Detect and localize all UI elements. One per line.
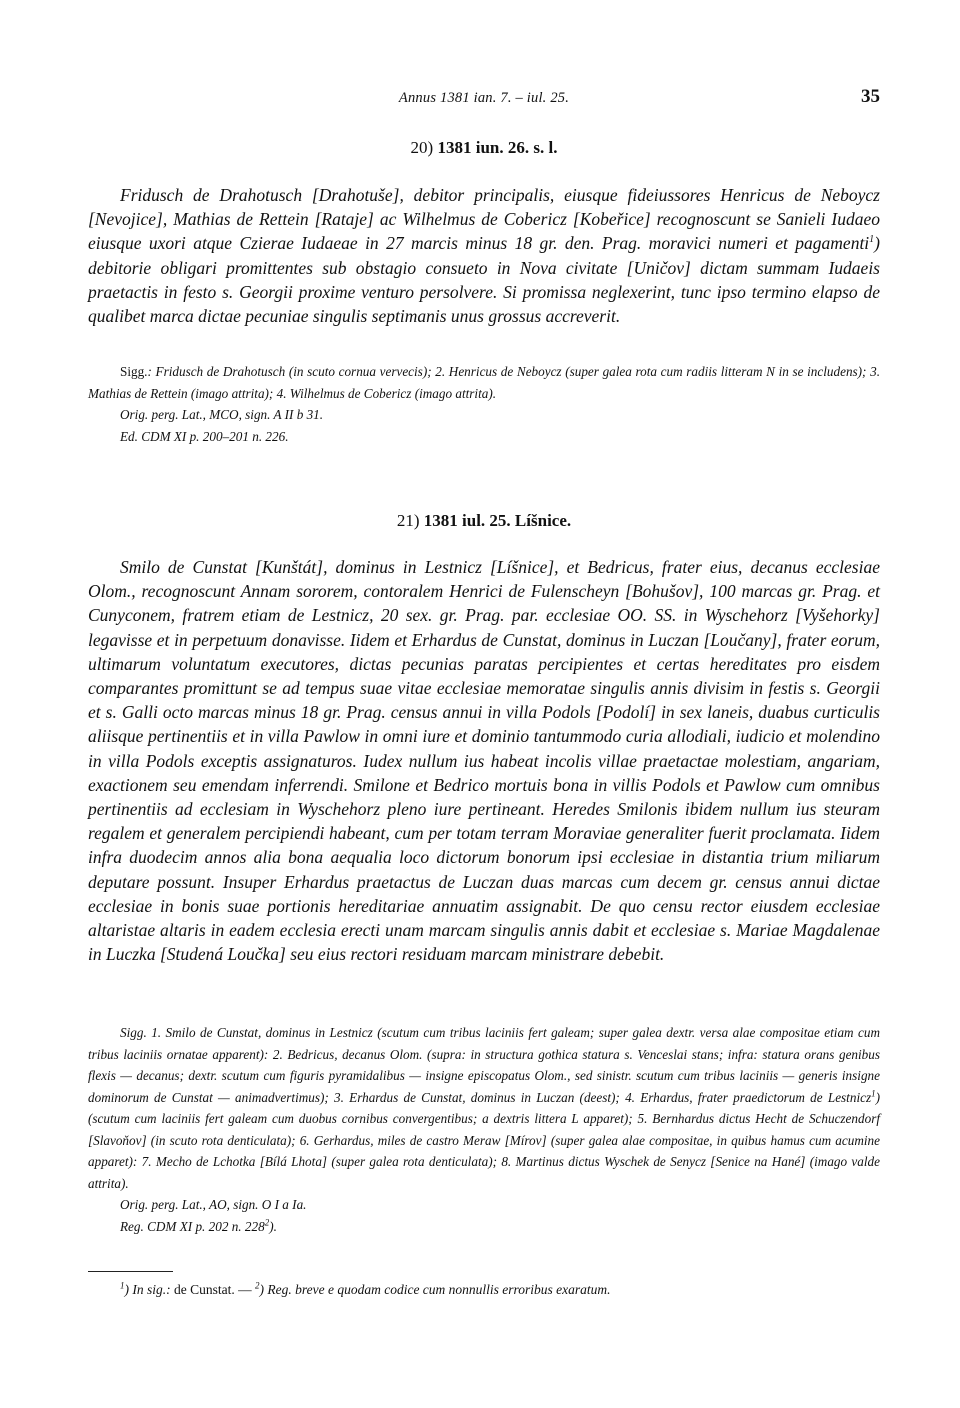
doc20-body [88, 183, 880, 328]
footnote-mark: 1 [120, 1280, 125, 1291]
doc20-text-part2: ) debitorie obligari promittentes sub obstagio consueto in Nova civitate [Uničov] dictam summam Iudaeis praetactis in festo s. Georgii proxime venturo persolvere. Si promissa neglexerint, tunc ipso termino elapso de qualibet marca dictae pecuniae singulis septimanis unus grossus accreverit. [88, 233, 880, 327]
doc21-apparatus [88, 1022, 880, 1237]
doc20-number: 20) [410, 138, 434, 157]
doc20-text-part1: Fridusch de Drahotusch [Drahotuše], debitor principalis, eiusque fideiussores Henricus de Neboycz [Nevojice], Mathias de Rettein [Rataje] ac Wilhelmus de Cobericz [Kobeřice] recognoscunt se Sanieli Iudaeo eiusque uxori atque Czierae Iudaeae in 27 marcis minus 18 gr. den. Prag. moravici numeri et pagamenti [88, 185, 880, 254]
doc21-orig: Orig. perg. Lat., AO, sign. O I a Ia. [120, 1197, 307, 1212]
doc21-sigg [88, 1022, 880, 1194]
footnote-1-text: de Cunstat. — [174, 1282, 252, 1297]
doc20-date: 1381 iun. 26. s. l. [437, 138, 558, 157]
footnote-ref: 2 [264, 1217, 270, 1228]
running-head [88, 88, 880, 112]
doc21-heading [88, 510, 880, 532]
doc21-number: 21) [396, 511, 420, 530]
footnote-ref: 1 [871, 1088, 876, 1099]
doc21-reg-part2: ). [269, 1218, 277, 1234]
footnote-mark: 2 [255, 1280, 260, 1291]
doc21-sigg-part2: ) (scutum cum laciniis fert galeam cum duobus cornibus convergentibus; a dextris littera L apparet); 5. Bernhardus dictus Hecht de Schuczendorf [Slavoňov] (in scuto rota denticulata); 6. Gerhardus, miles de castro Meraw [Mírov] (super galea alae compositae, in quibus hamus cum acumine apparet): 7. Mecho de Lchotka [Bílá Lhota] (super galea rota denticulata); 8. Martinus dictus Wyschek de Senycz [Senice na Hané] (imago valde attrita). [88, 1089, 880, 1191]
doc21-body: Smilo de Cunstat [Kunštát], dominus in Lestnicz [Líšnice], et Bedricus, frater eius, decanus ecclesiae Olom., recognoscunt Annam sororem, contoralem Henrici de Fulenscheyn [Bohušov], 100 marcas gr. Prag. et Cunyconem, fratrem etiam de Lestnicz, 20 sex. gr. Prag. par. ecclesiae OO. SS. in Wyschehorz [Vyšehorky] legavisse et in perpetuum donavisse. Iidem et Erhardus de Cunstat, dominus in Luczan [Loučany], frater eorum, ultimarum voluntatum executores, dictas pecunias paratas percipientes et certas hereditates pro eisdem comparantes promittunt se ad tempus suae vitae ecclesiae memoratae singulis annis divisim in festis s. Georgii et s. Galli octo marcas minus 18 gr. Prag. census annui in villa Podols [Podolí] in sex laneis, duabus curticulis aliisque pertinentiis et in villa Pawlow in omni iure et dominio tantummodo curia allodiali, iudicio et molendino in villa Podols exceptis assignaturos. Iudex nullum ius habeat incolis villae praetactae molestiam, angariam, exactionem seu emendam inferrendi. Smilone et Bedrico mortuis bona in villis Podols et Pawlow cum omnibus pertinentiis ad ecclesiam in Wyschehorz pleno iure pertineant. Heredes Smilonis ibidem nullum ius steuram regalem et generalem percipiendi habeant, cum per totam terram Moraviae generaliter fuerit proclamata. Iidem infra duodecim annos alia bona aequalia loco dictorum bonorum ipsi ecclesiae in distantia trium miliarum deputare possunt. Insuper Erhardus praetactus de Luczan duas marcas cum decem gr. census annui dictae ecclesiae in bonis suae portionis hereditariae annuatim assignabit. De quo censu rector eiusdem ecclesiae altaristae altaris in eadem ecclesia erecti unam marcam singulis annis dabit et ecclesiae s. Mariae Magdalenae in Luczka [Studená Loučka] seu eius rectori residuam marcam ministrare debebit. [88, 557, 880, 965]
doc20-ed: Ed. CDM XI p. 200–201 n. 226. [120, 428, 289, 444]
footnote-1-prefix: ) In sig.: [124, 1282, 171, 1297]
doc20-sigg [88, 361, 880, 404]
doc21-reg-part1: Reg. CDM XI p. 202 n. 228 [120, 1218, 265, 1234]
page-number: 35 [861, 86, 880, 107]
running-head-title: Annus 1381 ian. 7. – iul. 25. [398, 90, 570, 106]
sigg-label: Sigg. [120, 364, 148, 379]
doc21-sigg-part1: Sigg. 1. Smilo de Cunstat, dominus in Lestnicz (scutum cum tribus laciniis fert galeam; super galea dextr. versa alae compositae etiam cum tribus laciniis ornatae apparent): 2. Bedricus, decanus Olom. (supra: in structura gothica statura s. Venceslai stans; infra: statura orans genibus flexis — decanus; dextr. scutum cum figuris pyramidalibus — insigne episcopatus Olom., sed sinistr. scutum cum tribus laciniis — generis insigne dominorum de Cunstat — animadvertimus); 3. Erhardus de Cunstat, dominus in Luczan (deest); 4. Erhardus, frater praedictorum de Lestnicz [88, 1025, 880, 1105]
footnotes [120, 1280, 880, 1300]
doc20-apparatus [88, 361, 880, 447]
footnote-2-text: ) Reg. breve e quodam codice cum nonnullis erroribus exaratum. [259, 1282, 611, 1297]
doc20-orig: Orig. perg. Lat., MCO, sign. A II b 31. [120, 407, 324, 422]
footnote-separator [88, 1271, 173, 1272]
doc20-sigg-text: : Fridusch de Drahotusch (in scuto cornua vervecis); 2. Henricus de Neboycz (super galea rota cum radiis litteram N in se includens); 3. Mathias de Rettein (imago attrita); 4. Wilhelmus de Cobericz (imago attrita). [88, 364, 880, 401]
doc20-heading [88, 137, 880, 159]
doc21-reg [88, 1216, 880, 1238]
doc21-date: 1381 iul. 25. Líšnice. [423, 511, 572, 530]
footnote-ref: 1 [869, 234, 875, 246]
